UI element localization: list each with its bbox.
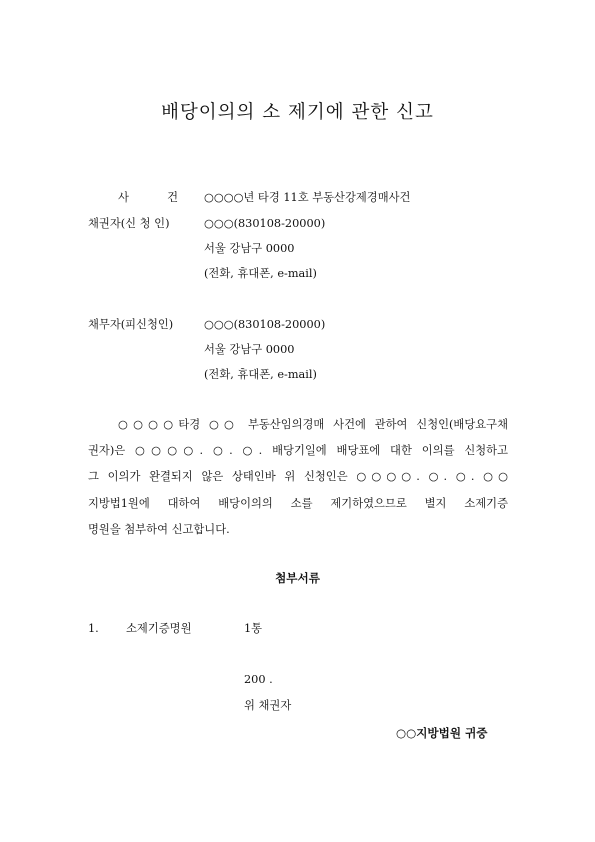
debtor-contact: (전화, 휴대폰, e-mail) [204, 368, 317, 381]
case-value: ○○○○년 타경 11호 부동산강제경매사건 [204, 191, 411, 204]
creditor-name: ○○○(830108-20000) [204, 217, 326, 230]
case-label-char-2: 건 [167, 191, 178, 204]
creditor-address: 서울 강남구 0000 [204, 242, 295, 255]
attachments-title: 첨부서류 [275, 571, 320, 585]
debtor-address: 서울 강남구 0000 [204, 343, 295, 356]
case-label-char-1: 사 [118, 191, 129, 204]
body-line: 그 이의가 완결되지 않은 상태인바 위 신청인은 ○○○○. ○. ○. ○○ [88, 470, 508, 484]
court-addressee: ○○지방법원 귀중 [396, 726, 488, 740]
attachment-name: 소제기증명원 [126, 622, 192, 635]
body-line: 명원을 첨부하여 신고합니다. [88, 522, 230, 536]
body-paragraph [88, 412, 508, 543]
document-date: 200 . [244, 673, 273, 686]
attachment-count: 1통 [244, 622, 263, 635]
debtor-name: ○○○(830108-20000) [204, 318, 326, 331]
attachment-number: 1. [88, 622, 99, 635]
creditor-label: 채권자(신 청 인) [88, 217, 170, 230]
body-line: 권자)은 ○○○○. ○. ○. 배당기일에 배당표에 대한 이의를 신청하고 [88, 444, 508, 458]
body-line: 지방법1원에 대하여 배당이의의 소를 제기하였으므로 별지 소제기증 [88, 496, 508, 510]
body-line: ○○○○타경 ○○ 부동산임의경매 사건에 관하여 신청인(배당요구채 [118, 418, 508, 431]
debtor-label: 채무자(피신청인) [88, 318, 174, 331]
document-title: 배당이의의 소 제기에 관한 신고 [161, 102, 434, 123]
creditor-contact: (전화, 휴대폰, e-mail) [204, 267, 317, 280]
signer-label: 위 채권자 [244, 699, 292, 712]
case-label [118, 191, 178, 205]
